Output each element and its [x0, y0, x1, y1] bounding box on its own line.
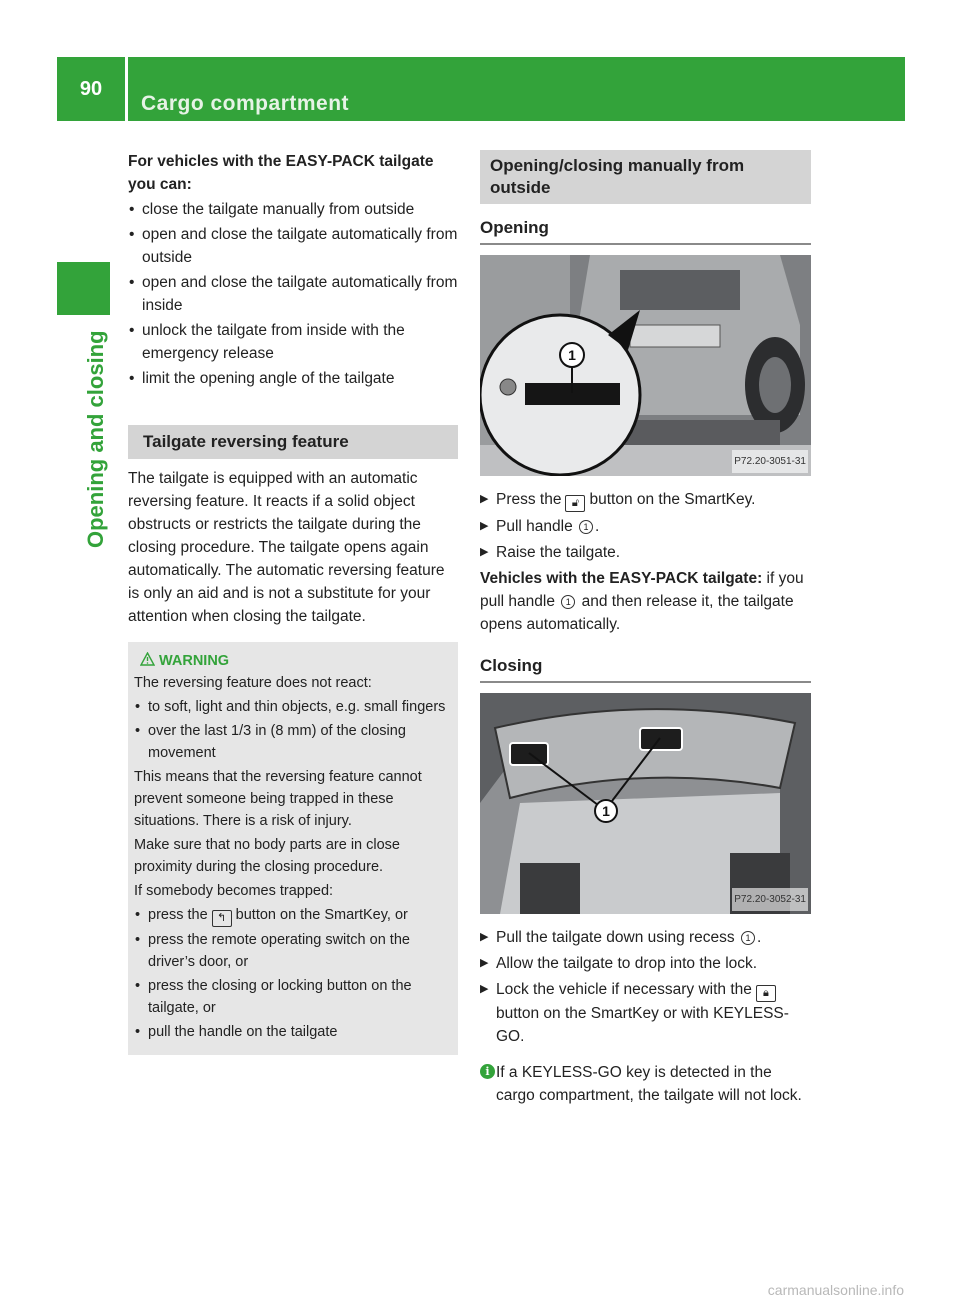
step-text: Lock the vehicle if necessary with the [496, 981, 752, 998]
image-code: P72.20-3052-31 [732, 888, 808, 911]
warning-paragraph: Make sure that no body parts are in close proximity during the closing procedure. [134, 837, 400, 875]
header-divider [125, 57, 128, 121]
warning-title [134, 650, 452, 672]
list-item [134, 904, 452, 927]
list-item [480, 488, 811, 512]
step-text: button on the SmartKey or with KEYLESS-GO. [496, 1005, 789, 1045]
warning-actions [134, 904, 452, 1043]
list-item: • open and close the tailgate automatically from inside [128, 271, 458, 317]
opening-steps [480, 488, 811, 564]
warning-cases [134, 696, 452, 764]
page-number: 90 [79, 78, 103, 100]
unlock-icon: 🔓︎ [565, 495, 585, 512]
list-item [480, 978, 811, 1048]
easy-pack-intro: For vehicles with the EASY-PACK tailgate you can: [128, 153, 434, 193]
svg-text:1: 1 [568, 347, 576, 363]
info-text: If a KEYLESS-GO key is detected in the cargo compartment, the tailgate will not lock. [496, 1064, 802, 1104]
page-header [57, 57, 905, 121]
left-column [128, 150, 458, 1055]
reversing-text: The tailgate is equipped with an automatic reversing feature. It reacts if a solid object obstructs or restricts the tailgate during the closing procedure. The tailgate opens again automatically. The automatic reversing feature is only an aid and is not a substitute for your attention when closing the tailgate. [128, 470, 445, 625]
footer-watermark[interactable]: carmanualsonline.info [767, 1282, 904, 1298]
warning-label: WARNING [159, 653, 230, 669]
closing-heading: Closing [480, 654, 811, 683]
list-item: ▶ Raise the tailgate. [480, 541, 811, 564]
action-text: button on the SmartKey, or [235, 907, 408, 923]
closing-steps [480, 926, 811, 1048]
right-column [480, 150, 811, 1107]
warning-intro: The reversing feature does not react: [134, 675, 372, 691]
side-tab-label: Opening and closing [83, 330, 108, 548]
image-code: P72.20-3051-31 [732, 450, 808, 473]
note-text: and then release it, the tailgate opens automatically. [480, 593, 794, 633]
note-text: if you pull handle [480, 570, 804, 610]
step-text: Pull handle [496, 518, 573, 535]
list-item: ▶ Allow the tailgate to drop into the lock. [480, 952, 811, 975]
list-item: • limit the opening angle of the tailgate [128, 367, 458, 390]
warning-triangle-icon [140, 652, 155, 666]
main-heading: Opening/closing manually from outside [480, 150, 811, 204]
feature-list [128, 198, 458, 390]
side-tab-marker [57, 262, 110, 315]
callout-number: 1 [741, 931, 755, 945]
action-text: press the [148, 907, 208, 923]
warning-paragraph: If somebody becomes trapped: [134, 883, 334, 899]
list-item: • to soft, light and thin objects, e.g. small fingers [134, 696, 452, 718]
list-item: • press the remote operating switch on the driver’s door, or [134, 929, 452, 973]
open-tailgate-image [480, 693, 811, 914]
warning-box [128, 642, 458, 1055]
vehicle-rear-image [480, 255, 811, 476]
list-item: • press the closing or locking button on the tailgate, or [134, 975, 452, 1019]
list-item: • close the tailgate manually from outside [128, 198, 458, 221]
list-item: • unlock the tailgate from inside with the emergency release [128, 319, 458, 365]
closing-illustration [480, 693, 811, 914]
reversing-heading: Tailgate reversing feature [128, 425, 458, 459]
list-item [480, 926, 811, 949]
step-text: . [595, 518, 600, 535]
callout-number: 1 [579, 520, 593, 534]
step-text: . [756, 929, 762, 946]
list-item: • pull the handle on the tailgate [134, 1021, 452, 1043]
step-text: button on the SmartKey. [589, 491, 756, 508]
info-icon: i [480, 1064, 495, 1079]
section-title: Cargo compartment [141, 92, 350, 115]
svg-text:1: 1 [602, 803, 610, 819]
easy-pack-note [480, 567, 811, 636]
warning-paragraph: This means that the reversing feature cannot prevent someone being trapped in these situations. There is a risk of injury. [134, 769, 422, 829]
step-text: Press the [496, 491, 562, 508]
tailgate-close-icon: ↰ [212, 910, 232, 927]
easy-pack-label: Vehicles with the EASY-PACK tailgate: [480, 570, 763, 587]
info-note [480, 1061, 811, 1107]
list-item: • over the last 1/3 in (8 mm) of the closing movement [134, 720, 452, 764]
callout-number: 1 [561, 595, 575, 609]
step-text: Pull the tailgate down using recess [496, 929, 735, 946]
list-item: • open and close the tailgate automatically from outside [128, 223, 458, 269]
lock-icon: 🔒︎ [756, 985, 776, 1002]
opening-heading: Opening [480, 216, 811, 245]
opening-illustration [480, 255, 811, 476]
list-item [480, 515, 811, 538]
